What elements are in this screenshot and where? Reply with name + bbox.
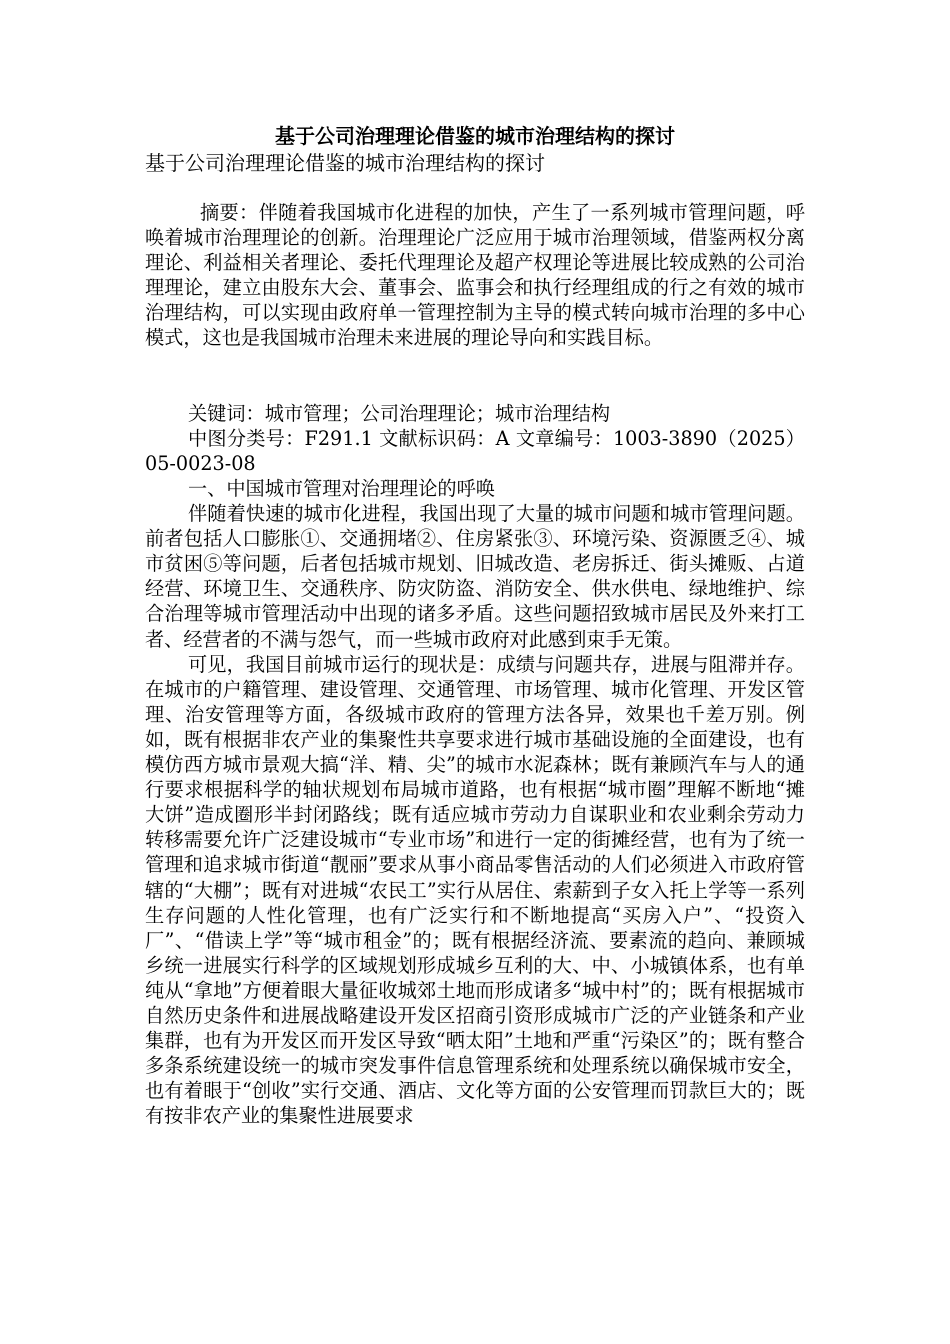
body-paragraph: 伴随着快速的城市化进程，我国出现了大量的城市问题和城市管理问题。前者包括人口膨胀①、交通拥堵②、住房紧张③、环境污染、资源匮乏④、城市贫困⑤等问题，后者包括城市规划、旧城改造、老房拆迁、街头摊贩、占道经营、环境卫生、交通秩序、防灾防盗、消防安全、供水供电、绿地维护、综合治理等城市管理活动中出现的诸多矛盾。这些问题招致城市居民及外来打工者、经营者的不满与怨气，而一些城市政府对此感到束手无策。 xyxy=(145,502,805,651)
abstract-paragraph: 摘要：伴随着我国城市化进程的加快，产生了一系列城市管理问题，呼唤着城市治理理论的创新。治理理论广泛应用于城市治理领域，借鉴两权分离理论、利益相关者理论、委托代理理论及超产权理论等进展比较成熟的公司治理理论，建立由股东大会、董事会、监事会和执行经理组成的行之有效的城市治理结构，可以实现由政府单一管理控制为主导的模式转向城市治理的多中心模式，这也是我国城市治理未来进展的理论导向和实践目标。 xyxy=(145,201,805,350)
section-heading: 一、中国城市管理对治理理论的呼唤 xyxy=(188,477,495,500)
document-subtitle: 基于公司治理理论借鉴的城市治理结构的探讨 xyxy=(145,151,545,175)
body-text xyxy=(145,476,805,1128)
document-title: 基于公司治理理论借鉴的城市治理结构的探讨 xyxy=(275,124,675,148)
body-paragraph: 可见，我国目前城市运行的现状是：成绩与问题共存，进展与阻滞并存。在城市的户籍管理、建设管理、交通管理、市场管理、城市化管理、开发区管理、治安管理等方面，各级城市政府的管理方法各异，效果也千差万别。例如，既有根据非农产业的集聚性共享要求进行城市基础设施的全面建设，也有模仿西方城市景观大搞“洋、精、尖”的城市水泥森林；既有兼顾汽车与人的通行要求根据科学的轴状规划布局城市道路，也有根据“城市圈”理解不断地“摊大饼”造成圈形半封闭路线；既有适应城市劳动力自谋职业和农业剩余劳动力转移需要允许广泛建设城市“专业市场”和进行一定的街摊经营，也有为了统一管理和追求城市街道“靓丽”要求从事小商品零售活动的人们必须进入市政府管辖的“大棚”；既有对进城“农民工”实行从居住、索薪到子女入托上学等一系列生存问题的人性化管理，也有广泛实行和不断地提高“买房入户”、“投资入厂”、“借读上学”等“城市租金”的；既有根据经济流、要素流的趋向、兼顾城乡统一进展实行科学的区域规划形成城乡互利的大、中、小城镇体系，也有单纯从“拿地”方便着眼大量征收城郊土地而形成诸多“城中村”的；既有根据城市自然历史条件和进展战略建设开发区招商引资形成城市广泛的产业链条和产业集群，也有为开发区而开发区导致“晒太阳”土地和严重“污染区”的；既有整合多条系统建设统一的城市突发事件信息管理系统和处理系统以确保城市安全，也有着眼于“创收”实行交通、酒店、文化等方面的公安管理而罚款巨大的；既有按非农产业的集聚性进展要求 xyxy=(145,652,805,1128)
classification-line: 中图分类号：F291.1 文献标识码：A 文章编号：1003-3890（2025）05-0023-08 xyxy=(145,427,805,476)
keywords-line: 关键词：城市管理；公司治理理论；城市治理结构 xyxy=(188,402,611,425)
